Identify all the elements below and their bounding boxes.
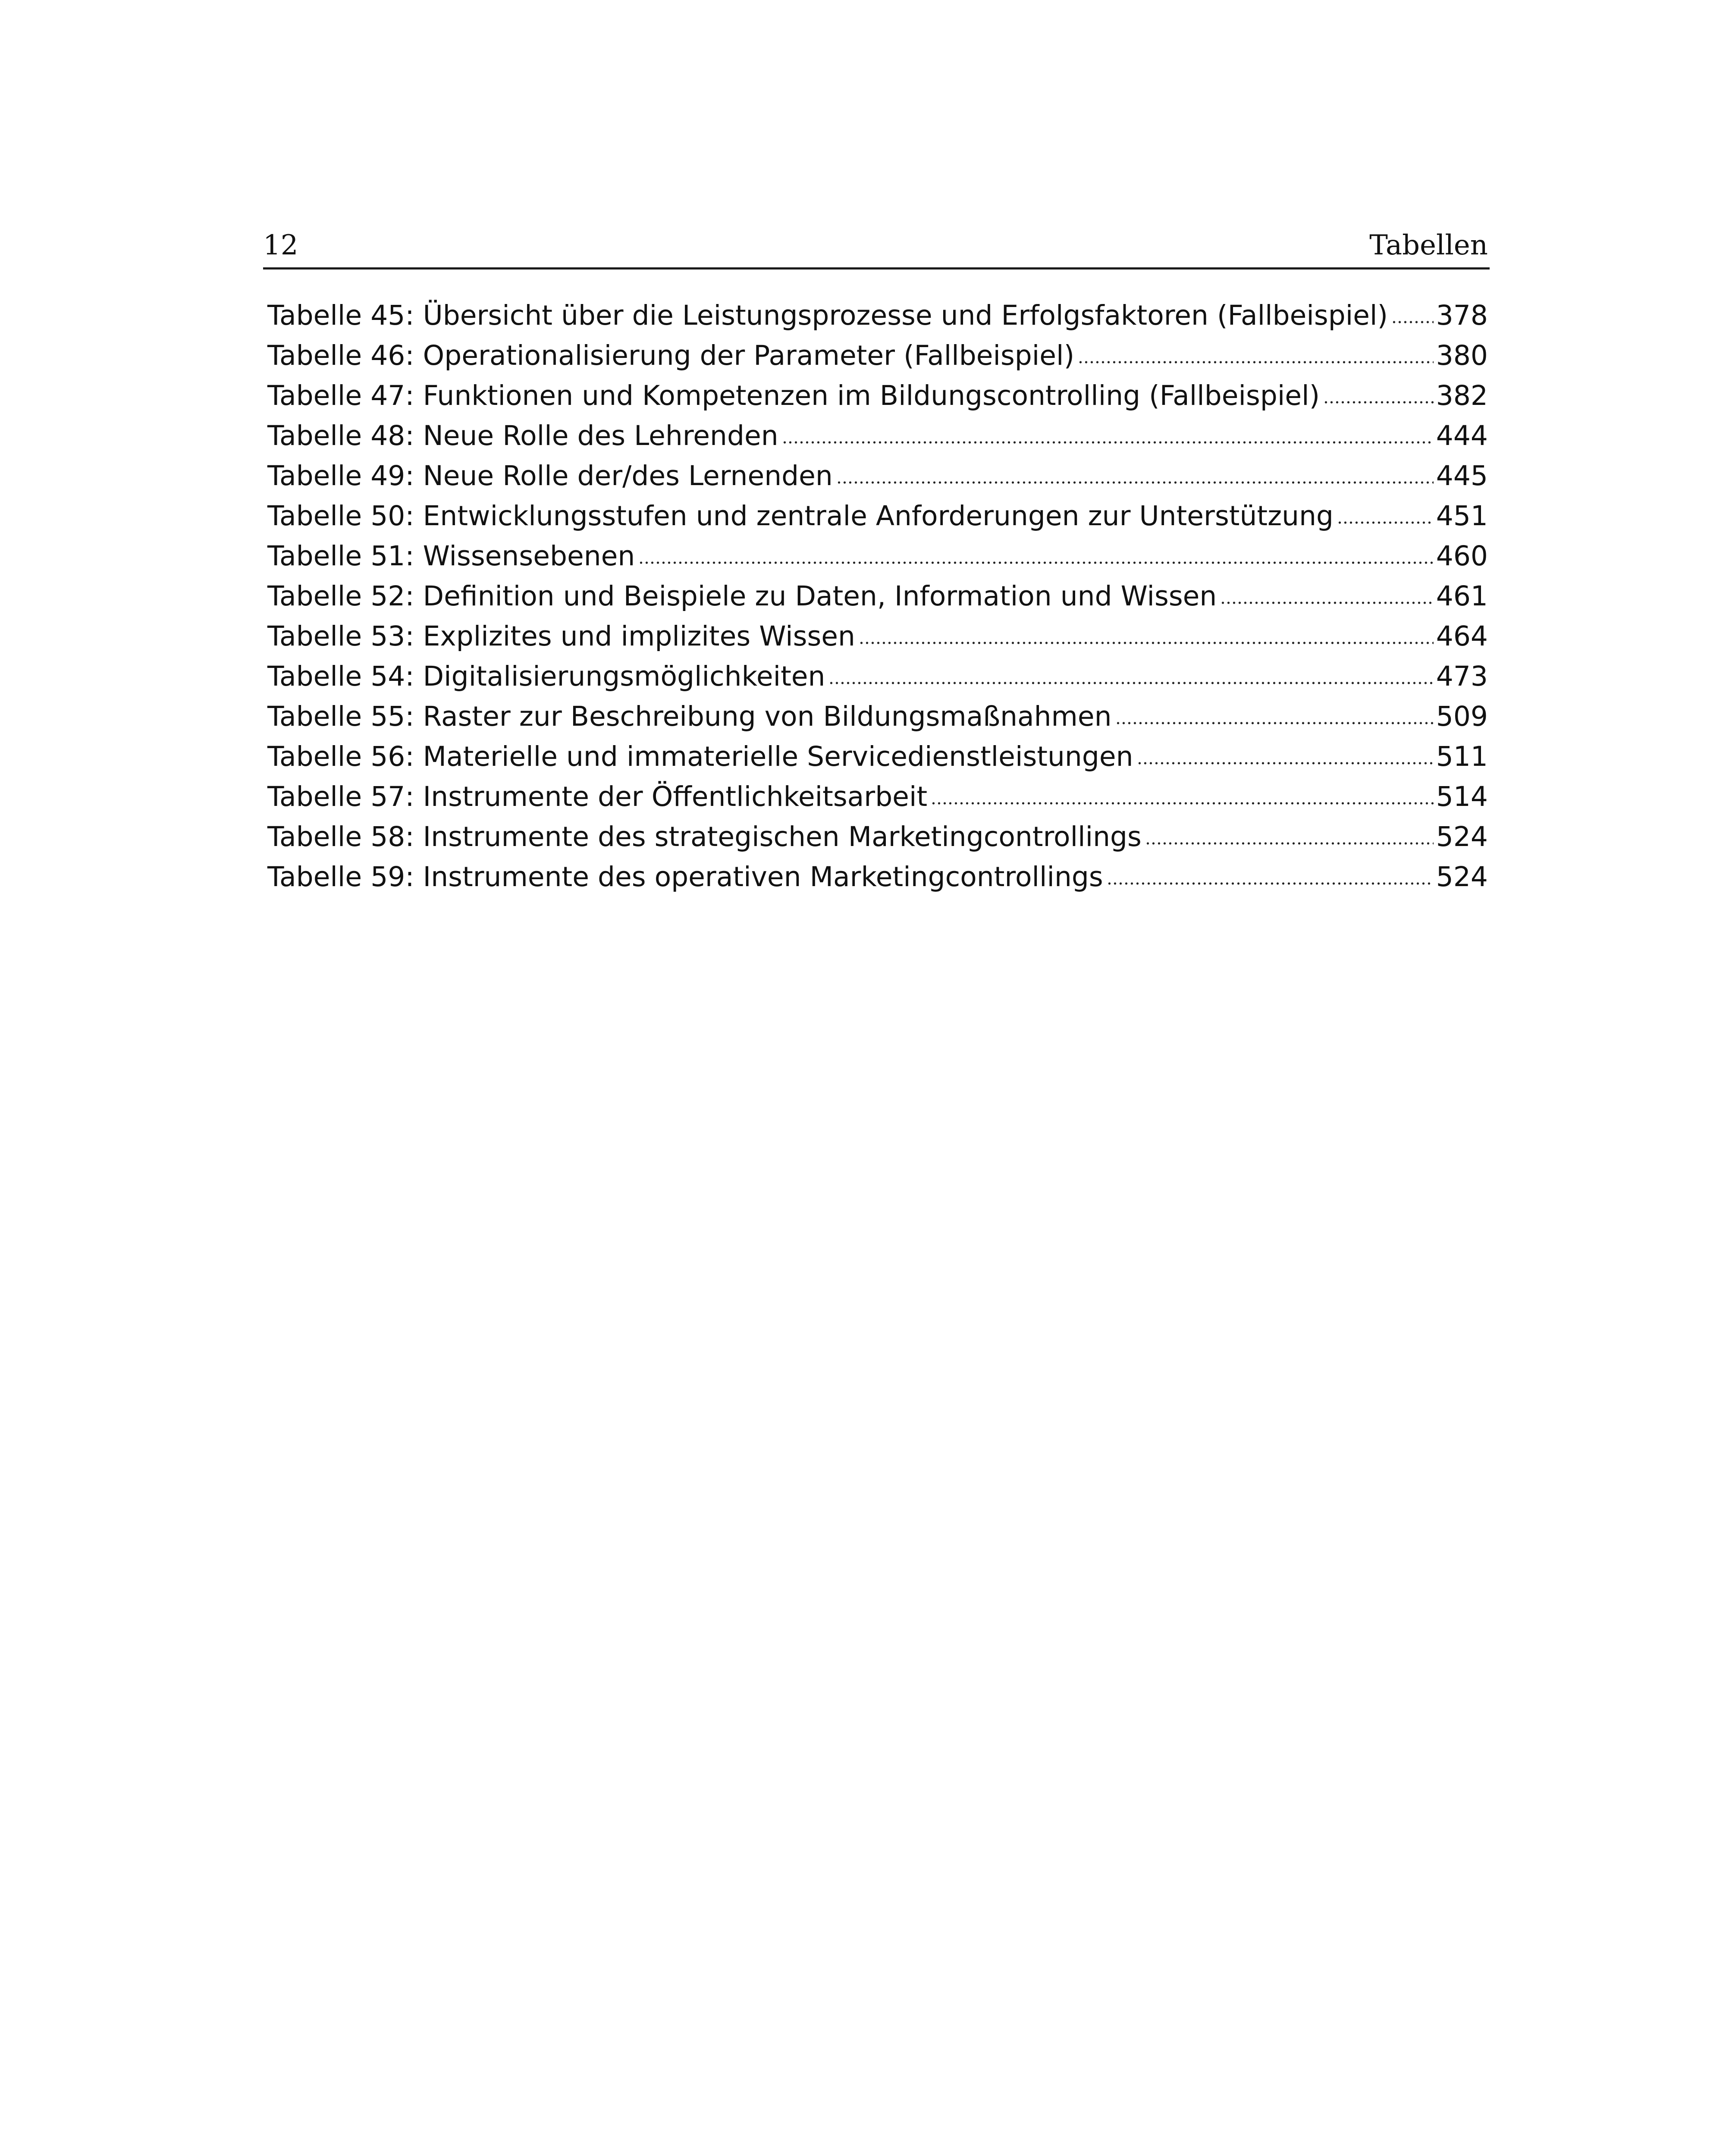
- toc-entry[interactable]: [267, 656, 1488, 696]
- toc-entry[interactable]: [267, 376, 1488, 416]
- toc-entry-page: 524: [1436, 861, 1488, 893]
- toc-entry-label: Tabelle 45: Übersicht über die Leistungsprozesse und Erfolgsfaktoren (Fallbeispiel): [267, 300, 1388, 331]
- toc-entry[interactable]: [267, 536, 1488, 576]
- toc-entry[interactable]: [267, 616, 1488, 656]
- toc-entry[interactable]: [267, 817, 1488, 857]
- toc-entry[interactable]: [267, 857, 1488, 897]
- toc-entry-page: 524: [1436, 821, 1488, 852]
- toc-entry-label: Tabelle 48: Neue Rolle des Lehrenden: [267, 420, 778, 451]
- toc-entry-page: 378: [1436, 300, 1488, 331]
- toc-entry-page: 511: [1436, 741, 1488, 772]
- dot-leader: [828, 680, 1433, 686]
- page-number: 12: [263, 229, 298, 261]
- toc-entry-page: 514: [1436, 781, 1488, 812]
- dot-leader: [836, 480, 1434, 485]
- toc-entry-page: 460: [1436, 540, 1488, 572]
- toc-entry-label: Tabelle 54: Digitalisierungsmöglichkeiten: [267, 661, 825, 692]
- toc-entry[interactable]: [267, 576, 1488, 616]
- dot-leader: [931, 801, 1434, 806]
- dot-leader: [1323, 400, 1434, 405]
- section-title: Tabellen: [1369, 229, 1488, 261]
- running-header: [263, 216, 1490, 270]
- toc-entry-label: Tabelle 52: Definition und Beispiele zu Daten, Information und Wissen: [267, 580, 1217, 612]
- dot-leader: [1145, 841, 1434, 846]
- toc-entry-label: Tabelle 55: Raster zur Beschreibung von Bildungsmaßnahmen: [267, 701, 1112, 732]
- dot-leader: [638, 560, 1433, 565]
- toc-entry-label: Tabelle 49: Neue Rolle der/des Lernenden: [267, 460, 833, 492]
- toc-entry-label: Tabelle 51: Wissensebenen: [267, 540, 635, 572]
- toc-entry[interactable]: [267, 416, 1488, 456]
- toc-entry-label: Tabelle 57: Instrumente der Öffentlichkeitsarbeit: [267, 781, 928, 812]
- dot-leader: [782, 440, 1434, 445]
- toc-entry-label: Tabelle 46: Operationalisierung der Parameter (Fallbeispiel): [267, 340, 1075, 371]
- toc-entry-label: Tabelle 47: Funktionen und Kompetenzen im Bildungscontrolling (Fallbeispiel): [267, 380, 1320, 411]
- toc-entry-label: Tabelle 58: Instrumente des strategischen Marketingcontrollings: [267, 821, 1142, 852]
- toc-entry-page: 461: [1436, 580, 1488, 612]
- toc-entry-page: 444: [1436, 420, 1488, 451]
- toc-entry-page: 445: [1436, 460, 1488, 492]
- toc-entry-label: Tabelle 50: Entwicklungsstufen und zentrale Anforderungen zur Unterstützung: [267, 500, 1334, 532]
- toc-entry-label: Tabelle 56: Materielle und immaterielle Servicedienstleistungen: [267, 741, 1133, 772]
- toc-entry[interactable]: [267, 736, 1488, 777]
- dot-leader: [1078, 360, 1434, 365]
- dot-leader: [1220, 600, 1433, 605]
- dot-leader: [859, 640, 1434, 646]
- toc-entry-page: 451: [1436, 500, 1488, 532]
- dot-leader: [1107, 881, 1434, 886]
- toc-entry-page: 473: [1436, 661, 1488, 692]
- toc-entry[interactable]: [267, 295, 1488, 335]
- dot-leader: [1391, 320, 1434, 325]
- list-of-tables: [267, 295, 1488, 897]
- dot-leader: [1137, 761, 1434, 766]
- toc-entry-page: 464: [1436, 620, 1488, 652]
- toc-entry[interactable]: [267, 456, 1488, 496]
- toc-entry[interactable]: [267, 496, 1488, 536]
- dot-leader: [1115, 721, 1434, 726]
- toc-entry[interactable]: [267, 777, 1488, 817]
- toc-entry-page: 509: [1436, 701, 1488, 732]
- toc-entry-label: Tabelle 53: Explizites und implizites Wissen: [267, 620, 855, 652]
- toc-entry[interactable]: [267, 335, 1488, 376]
- toc-entry[interactable]: [267, 696, 1488, 736]
- toc-entry-page: 382: [1436, 380, 1488, 411]
- toc-entry-label: Tabelle 59: Instrumente des operativen Marketingcontrollings: [267, 861, 1103, 893]
- toc-entry-page: 380: [1436, 340, 1488, 371]
- dot-leader: [1337, 520, 1434, 525]
